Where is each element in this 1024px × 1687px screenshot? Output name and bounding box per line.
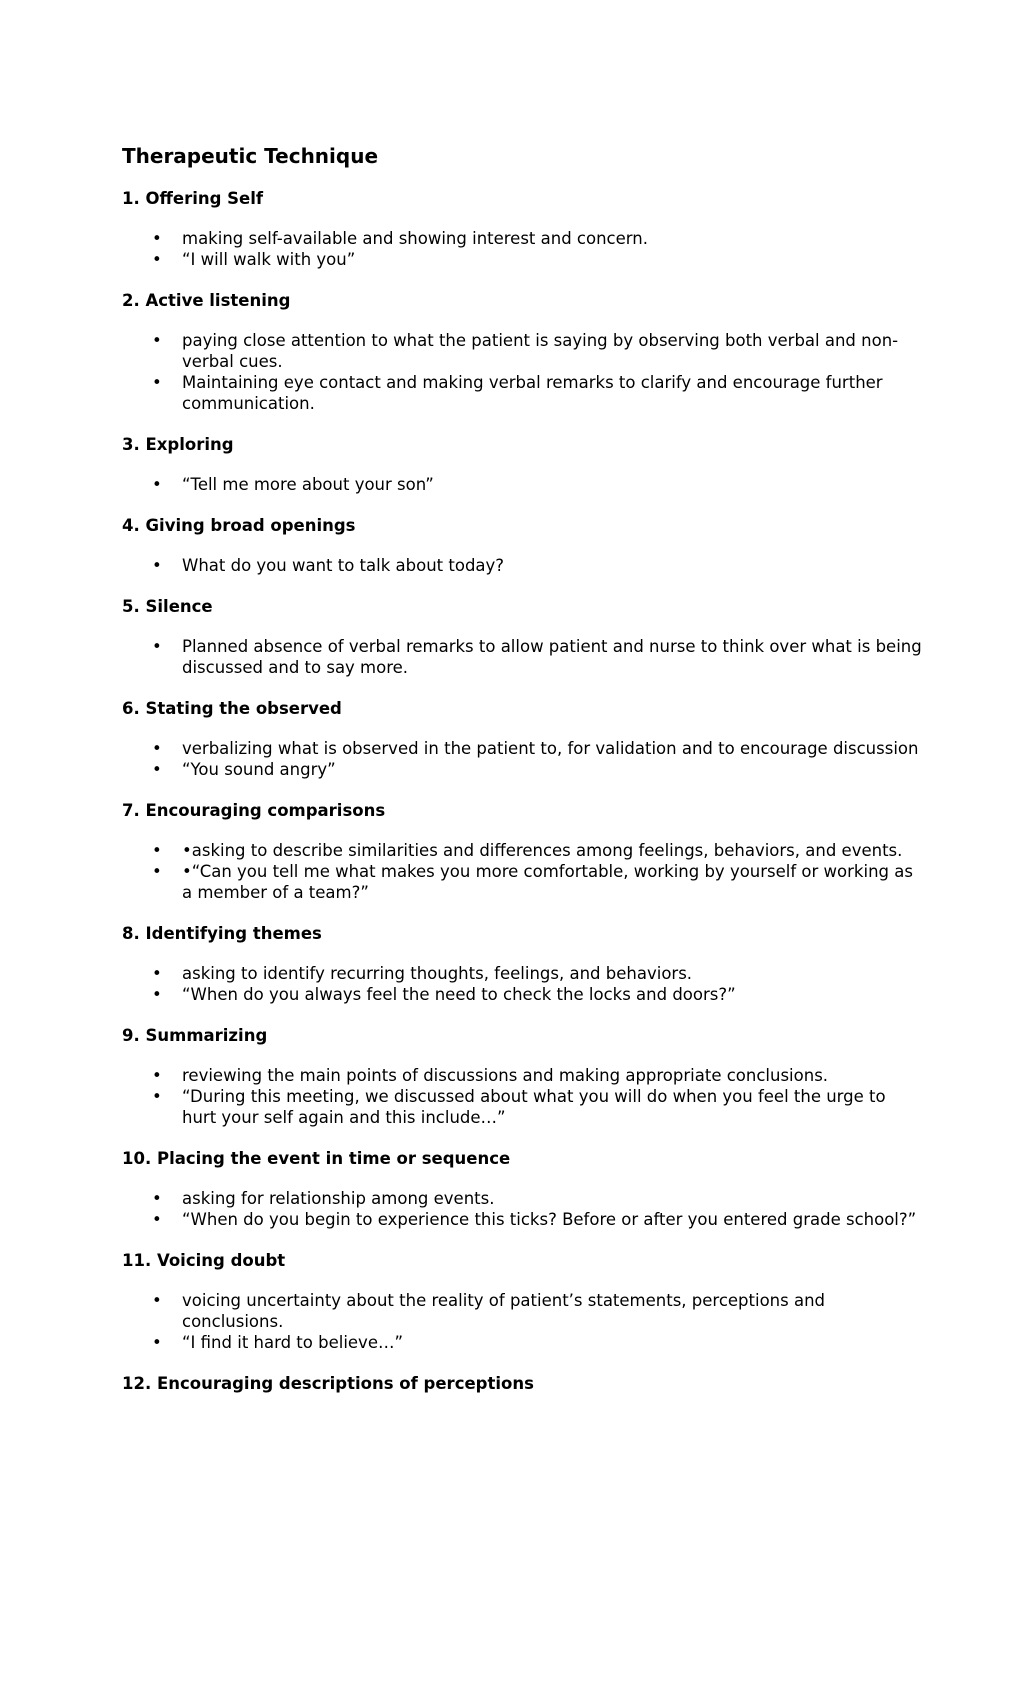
section-heading: 3. Exploring xyxy=(122,435,234,454)
bullet-item: • reviewing the main points of discussions and making appropriate conclusions. xyxy=(182,1065,922,1086)
section-heading: 6. Stating the observed xyxy=(122,699,342,718)
bullet-item: • What do you want to talk about today? xyxy=(182,555,922,576)
bullet-list xyxy=(122,330,922,414)
section-summarizing xyxy=(122,1025,922,1128)
section-heading: 8. Identifying themes xyxy=(122,924,322,943)
document-title: Therapeutic Technique xyxy=(122,144,379,168)
bullet-list xyxy=(122,963,922,1005)
bullet-list xyxy=(122,474,922,495)
section-heading: 7. Encouraging comparisons xyxy=(122,801,386,820)
bullet-list xyxy=(122,1188,922,1230)
section-heading: 2. Active listening xyxy=(122,291,291,310)
bullet-list xyxy=(122,1290,922,1353)
bullet-item: • “When do you always feel the need to check the locks and doors?” xyxy=(182,984,922,1005)
bullet-item: • “You sound angry” xyxy=(182,759,922,780)
bullet-item: • voicing uncertainty about the reality of patient’s statements, perceptions and conclusions. xyxy=(182,1290,922,1332)
section-heading: 11. Voicing doubt xyxy=(122,1251,286,1270)
section-heading: 1. Offering Self xyxy=(122,189,264,208)
section-heading: 4. Giving broad openings xyxy=(122,516,356,535)
bullet-item: • making self-available and showing interest and concern. xyxy=(182,228,922,249)
bullet-list xyxy=(122,228,922,270)
bullet-list xyxy=(122,738,922,780)
bullet-item: • verbalizing what is observed in the patient to, for validation and to encourage discussion xyxy=(182,738,922,759)
section-encouraging-comparisons xyxy=(122,800,922,903)
section-heading: 5. Silence xyxy=(122,597,213,616)
bullet-item: • •“Can you tell me what makes you more comfortable, working by yourself or working as a member of a team?” xyxy=(182,861,922,903)
bullet-item: • Maintaining eye contact and making verbal remarks to clarify and encourage further communication. xyxy=(182,372,922,414)
bullet-item: • asking to identify recurring thoughts, feelings, and behaviors. xyxy=(182,963,922,984)
section-heading: 12. Encouraging descriptions of perceptions xyxy=(122,1374,534,1393)
bullet-item: • asking for relationship among events. xyxy=(182,1188,922,1209)
section-voicing-doubt xyxy=(122,1250,922,1353)
bullet-item: • “I find it hard to believe…” xyxy=(182,1332,922,1353)
section-silence xyxy=(122,596,922,678)
bullet-item: • •asking to describe similarities and differences among feelings, behaviors, and events. xyxy=(182,840,922,861)
section-stating-the-observed xyxy=(122,698,922,780)
bullet-item: • paying close attention to what the patient is saying by observing both verbal and non-verbal cues. xyxy=(182,330,922,372)
section-heading: 10. Placing the event in time or sequence xyxy=(122,1149,511,1168)
bullet-list xyxy=(122,555,922,576)
bullet-item: • “During this meeting, we discussed about what you will do when you feel the urge to hurt your self again and this include…” xyxy=(182,1086,922,1128)
bullet-item: • “I will walk with you” xyxy=(182,249,922,270)
bullet-item: • “When do you begin to experience this ticks? Before or after you entered grade school?” xyxy=(182,1209,922,1230)
bullet-item: • “Tell me more about your son” xyxy=(182,474,922,495)
section-giving-broad-openings xyxy=(122,515,922,576)
section-heading: 9. Summarizing xyxy=(122,1026,268,1045)
section-placing-event-in-time xyxy=(122,1148,922,1230)
document-page xyxy=(122,142,922,1415)
section-offering-self xyxy=(122,188,922,270)
section-encouraging-descriptions xyxy=(122,1373,922,1395)
section-active-listening xyxy=(122,290,922,414)
bullet-item: • Planned absence of verbal remarks to allow patient and nurse to think over what is being discussed and to say more. xyxy=(182,636,922,678)
bullet-list xyxy=(122,636,922,678)
bullet-list xyxy=(122,1065,922,1128)
section-identifying-themes xyxy=(122,923,922,1005)
section-exploring xyxy=(122,434,922,495)
bullet-list xyxy=(122,840,922,903)
